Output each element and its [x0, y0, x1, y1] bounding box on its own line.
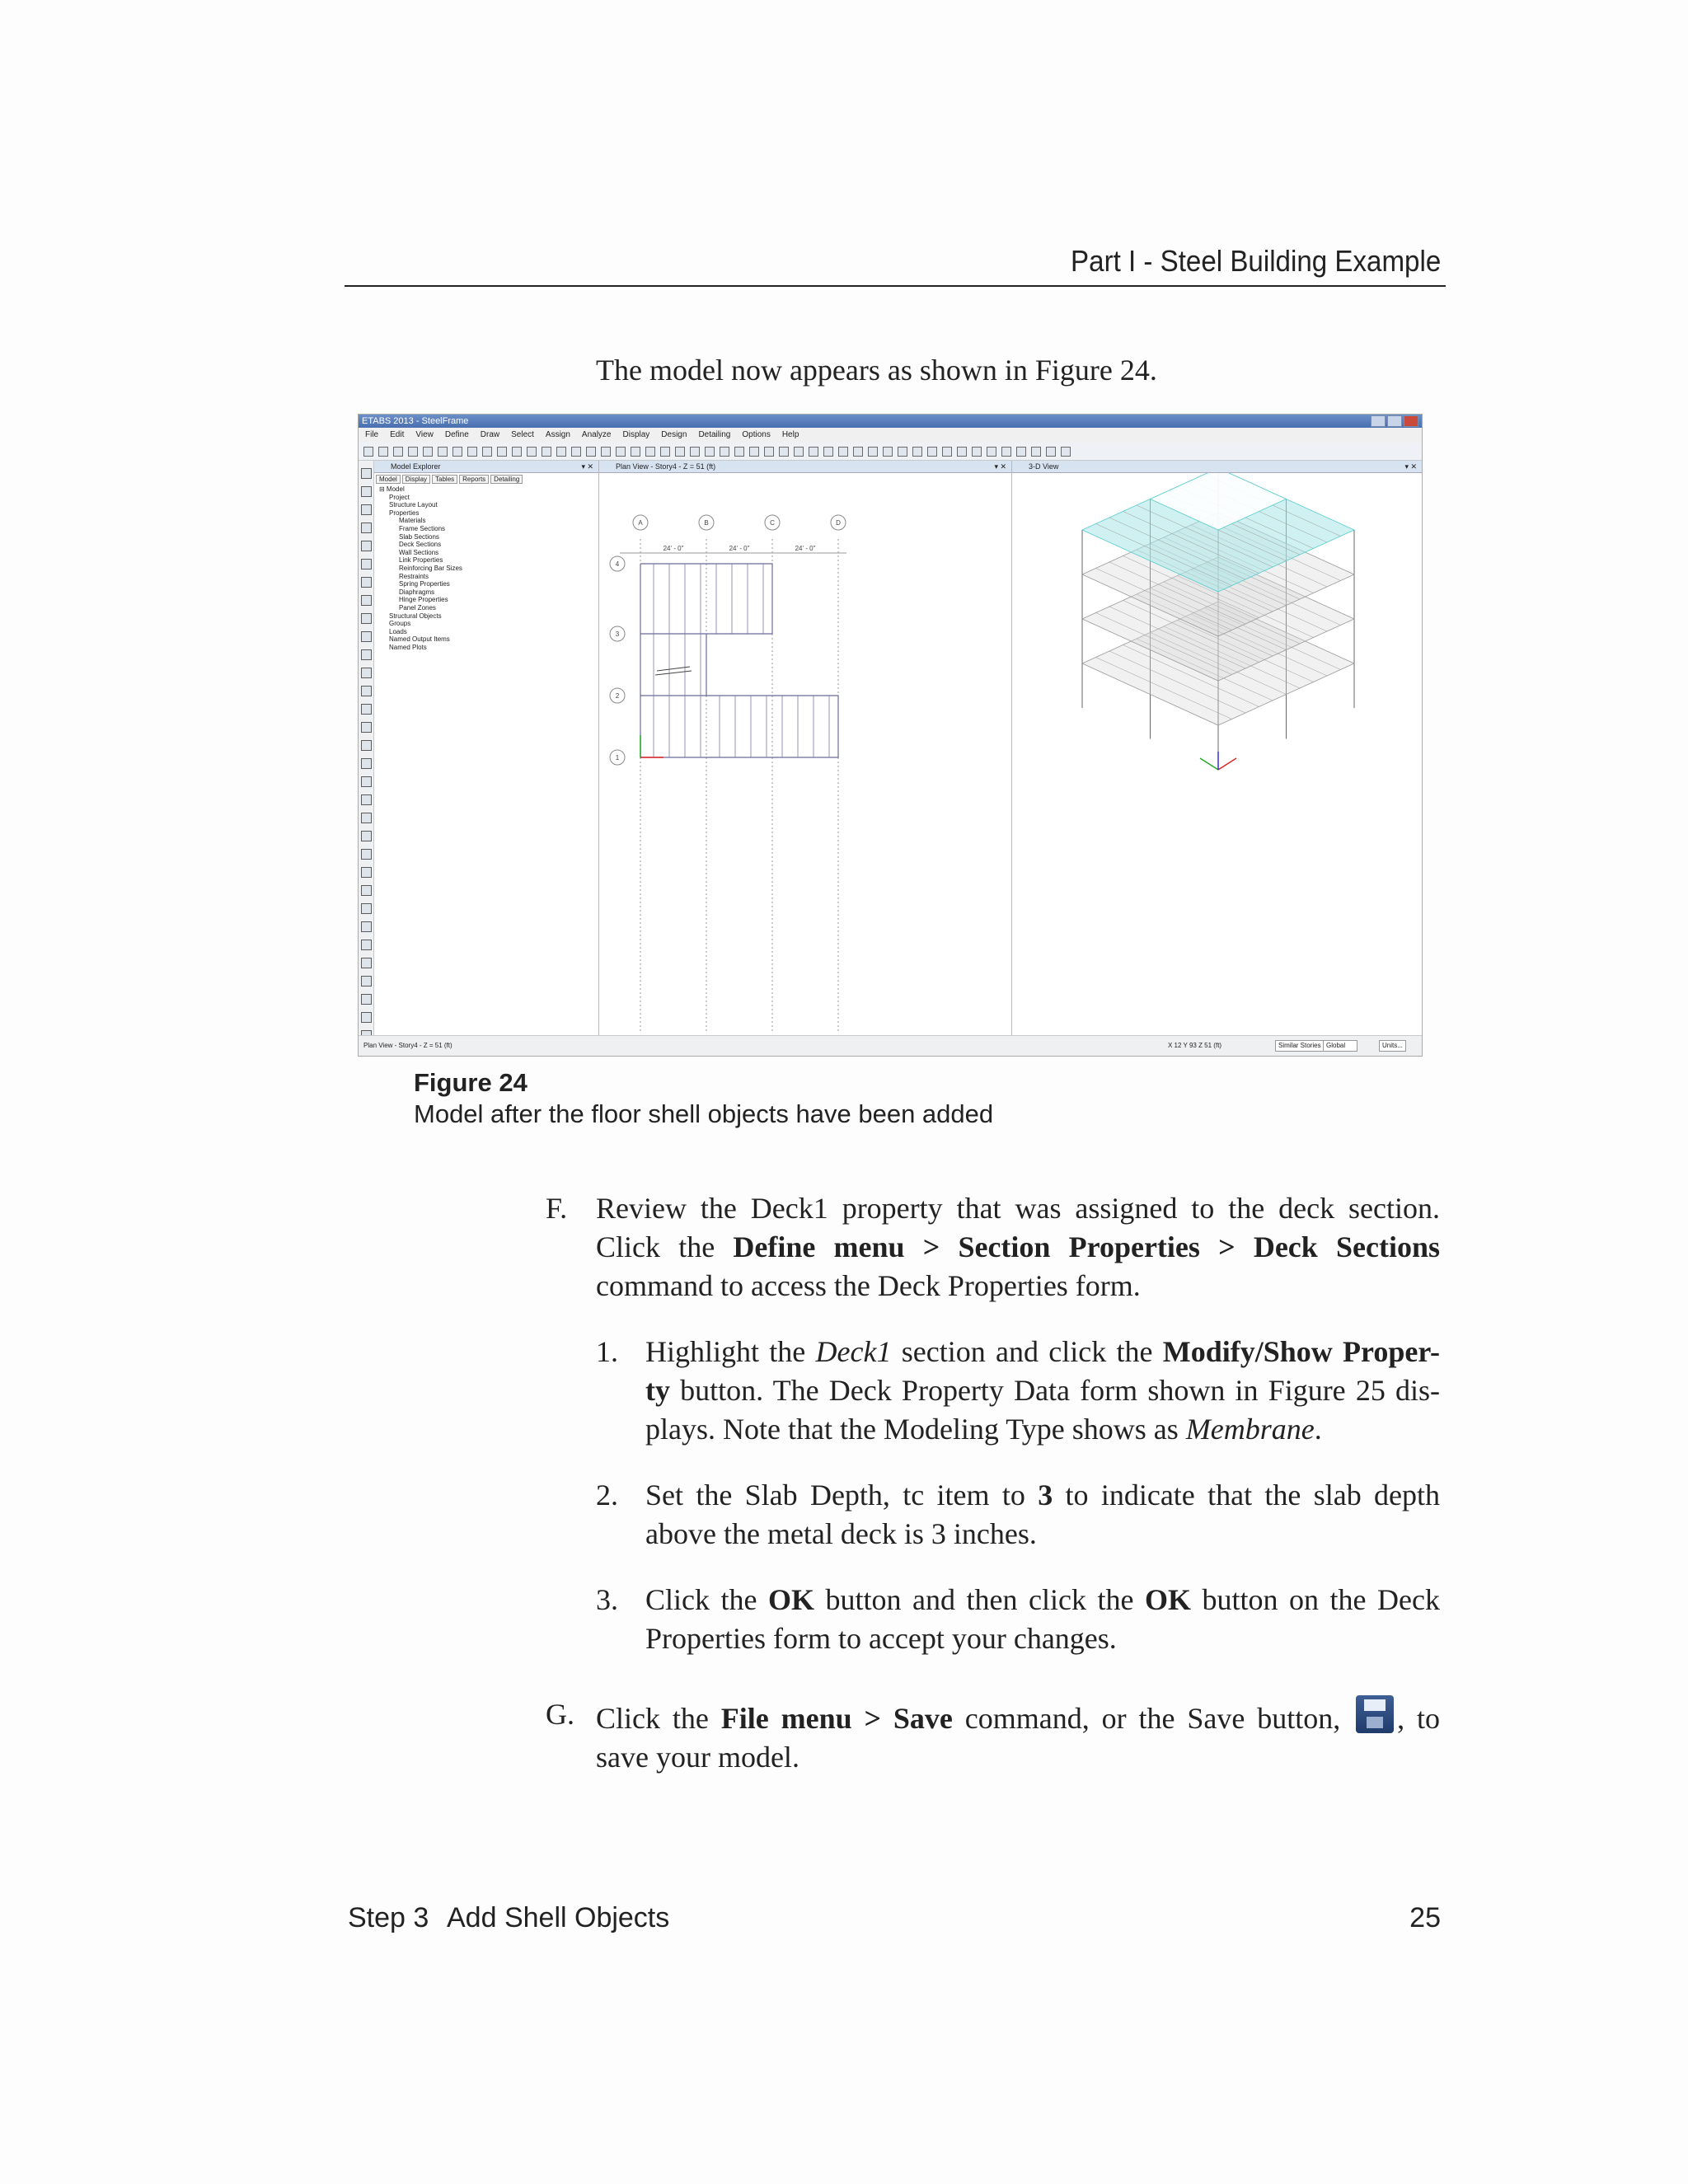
- tree-item: ⊟ Model: [379, 485, 405, 493]
- minimize-icon: [1371, 415, 1386, 427]
- menu-view: View: [415, 430, 434, 439]
- status-view: Plan View - Story4 - Z = 51 (ft): [363, 1042, 452, 1049]
- draw-tool-icon: [361, 559, 372, 569]
- draw-tool-icon: [361, 794, 372, 805]
- stories-dropdown: Similar Stories: [1275, 1040, 1325, 1052]
- plan-view-title: Plan View - Story4 - Z = 51 (ft): [616, 462, 716, 471]
- toolbar-icon: [838, 447, 848, 457]
- toolbar-icon: [512, 447, 522, 457]
- item-3-text: Click the OK button and then click the OK button on the Deck Properties form to accept your changes.: [645, 1583, 1440, 1655]
- 3d-view-title: 3-D View: [1029, 462, 1059, 471]
- grid-label-2: 2: [615, 692, 620, 700]
- toolbar-icon: [1001, 447, 1011, 457]
- draw-tool-icon: [361, 958, 372, 968]
- dimension-label: 24' - 0": [729, 545, 750, 552]
- draw-tool-icon: [361, 649, 372, 660]
- tree-item: Structure Layout: [389, 501, 438, 509]
- header-rule: [345, 285, 1446, 287]
- menu-assign: Assign: [545, 430, 570, 439]
- save-icon: [1356, 1695, 1394, 1733]
- menu-edit: Edit: [390, 430, 405, 439]
- draw-tool-icon: [361, 776, 372, 787]
- step-letter: G.: [546, 1698, 574, 1731]
- etabs-screenshot: [358, 414, 1423, 1057]
- draw-tool-icon: [361, 940, 372, 950]
- window-title: ETABS 2013 - SteelFrame: [359, 415, 1422, 428]
- toolbar-icon: [987, 447, 996, 457]
- draw-tool-icon: [361, 758, 372, 769]
- draw-tool-icon: [361, 468, 372, 479]
- tree-item: Named Plots: [389, 643, 427, 651]
- plan-view: [599, 461, 1012, 1036]
- toolbar-icon: [482, 447, 492, 457]
- menu-analyze: Analyze: [581, 430, 612, 439]
- toolbar: [359, 443, 1422, 461]
- draw-tool-icon: [361, 867, 372, 878]
- tree-item: Structural Objects: [389, 612, 442, 620]
- menu-options: Options: [742, 430, 771, 439]
- tab-reports: Reports: [459, 475, 489, 484]
- intro-text: The model now appears as shown in Figure 24.: [596, 354, 1157, 387]
- menu-display: Display: [622, 430, 650, 439]
- menu-detailing: Detailing: [698, 430, 731, 439]
- tree-item: Spring Properties: [399, 580, 450, 588]
- draw-tool-icon: [361, 613, 372, 624]
- toolbar-icon: [542, 447, 551, 457]
- toolbar-icon: [1046, 447, 1056, 457]
- draw-tool-icon: [361, 595, 372, 606]
- tab-tables: Tables: [432, 475, 457, 484]
- menu-define: Define: [444, 430, 469, 439]
- tree-item: Groups: [389, 620, 411, 628]
- toolbar-icon: [898, 447, 907, 457]
- grid-label-1: 1: [615, 754, 620, 762]
- toolbar-icon: [972, 447, 982, 457]
- toolbar-icon: [764, 447, 774, 457]
- menu-select: Select: [511, 430, 534, 439]
- step-g-text: Click the File menu > Save command, or the Save button, , to save your model.: [596, 1695, 1440, 1777]
- draw-tool-icon: [361, 722, 372, 733]
- toolbar-icon: [616, 447, 626, 457]
- grid-label-a: A: [638, 519, 643, 527]
- menu-design: Design: [661, 430, 687, 439]
- x-axis-line: [1218, 758, 1236, 770]
- draw-tool-icon: [361, 577, 372, 588]
- toolbar-icon: [467, 447, 477, 457]
- toolbar-icon: [853, 447, 863, 457]
- model-explorer: [374, 461, 599, 1036]
- draw-tool-icon: [361, 541, 372, 551]
- draw-tool-icon: [361, 686, 372, 696]
- step-letter: F.: [546, 1192, 568, 1225]
- tree-item: Panel Zones: [399, 603, 436, 612]
- draw-tool-icon: [361, 631, 372, 642]
- draw-tool-icon: [361, 994, 372, 1005]
- toolbar-icon: [705, 447, 715, 457]
- tree-item: Project: [389, 493, 410, 501]
- toolbar-icon: [408, 447, 418, 457]
- toolbar-icon: [779, 447, 789, 457]
- toolbar-icon: [586, 447, 596, 457]
- close-icon: ▾ ✕: [1404, 462, 1417, 471]
- dimension-label: 24' - 0": [663, 545, 684, 552]
- toolbar-icon: [957, 447, 967, 457]
- draw-tool-icon: [361, 504, 372, 515]
- toolbar-icon: [645, 447, 655, 457]
- menu-bar: [359, 428, 1422, 443]
- toolbar-icon: [1061, 447, 1071, 457]
- close-icon: ▾ ✕: [994, 462, 1006, 471]
- grid-label-b: B: [704, 519, 709, 527]
- tab-detailing: Detailing: [490, 475, 523, 484]
- tree-item: Deck Sections: [399, 541, 442, 549]
- toolbar-icon: [1016, 447, 1026, 457]
- toolbar-icon: [363, 447, 373, 457]
- toolbar-icon: [393, 447, 403, 457]
- grid-label-4: 4: [615, 560, 620, 568]
- tree-item: Reinforcing Bar Sizes: [399, 564, 462, 572]
- grid-label-c: C: [770, 519, 775, 527]
- draw-tool-icon: [361, 704, 372, 715]
- toolbar-icon: [601, 447, 611, 457]
- item-number: 1.: [596, 1335, 618, 1368]
- step-f-text: Review the Deck1 property that was assigned to the deck section. Click the Define menu > Section Properties > Deck Sections command to access the Deck Properties form.: [596, 1192, 1440, 1302]
- toolbar-icon: [675, 447, 685, 457]
- toolbar-icon: [556, 447, 566, 457]
- toolbar-icon: [927, 447, 937, 457]
- units-button: Units...: [1379, 1040, 1406, 1052]
- tree-item: Materials: [399, 517, 426, 525]
- draw-tool-icon: [361, 921, 372, 932]
- 3d-view: [1012, 461, 1422, 1036]
- toolbar-icon: [823, 447, 833, 457]
- model-tree: [374, 484, 598, 653]
- draw-tool-icon: [361, 885, 372, 896]
- plan-drawing: [599, 473, 1011, 1037]
- explorer-title: Model Explorer: [391, 462, 441, 471]
- toolbar-icon: [631, 447, 640, 457]
- draw-tool-icon: [361, 740, 372, 751]
- draw-tool-icon: [361, 486, 372, 497]
- toolbar-icon: [942, 447, 952, 457]
- draw-tool-icon: [361, 813, 372, 823]
- item-number: 2.: [596, 1479, 618, 1511]
- item-1-text: Highlight the Deck1 section and click the Modify/Show Proper-ty button. The Deck Property Data form shown in Figure 25 dis-plays. Note that the Modeling Type shows as Membrane.: [645, 1335, 1441, 1446]
- dimension-label: 24' - 0": [795, 545, 816, 552]
- 3d-model-drawing: [1012, 473, 1422, 1037]
- toolbar-icon: [378, 447, 388, 457]
- toolbar-icon: [883, 447, 893, 457]
- close-icon: [1404, 415, 1418, 427]
- toolbar-icon: [438, 447, 448, 457]
- menu-draw: Draw: [480, 430, 500, 439]
- tree-item: Restraints: [399, 572, 429, 580]
- toolbar-icon: [571, 447, 581, 457]
- coord-system-dropdown: Global: [1323, 1040, 1357, 1052]
- running-header: Part I - Steel Building Example: [1070, 244, 1441, 278]
- menu-file: File: [365, 430, 379, 439]
- footer-title: Add Shell Objects: [447, 1902, 670, 1933]
- draw-toolbar: [359, 461, 374, 1036]
- draw-tool-icon: [361, 1012, 372, 1023]
- tree-item: Diaphragms: [399, 588, 435, 596]
- tree-item: Slab Sections: [399, 532, 439, 541]
- draw-tool-icon: [361, 523, 372, 533]
- footer-step: Step 3: [348, 1902, 429, 1933]
- toolbar-icon: [527, 447, 537, 457]
- toolbar-icon: [690, 447, 700, 457]
- figure-label: Figure 24: [414, 1068, 528, 1097]
- item-number: 3.: [596, 1583, 618, 1616]
- tab-display: Display: [402, 475, 430, 484]
- tab-model: Model: [376, 475, 401, 484]
- toolbar-icon: [1031, 447, 1041, 457]
- toolbar-icon: [749, 447, 759, 457]
- status-bar: [359, 1035, 1422, 1056]
- tree-item: Link Properties: [399, 556, 443, 565]
- draw-tool-icon: [361, 849, 372, 860]
- draw-tool-icon: [361, 831, 372, 841]
- draw-tool-icon: [361, 668, 372, 678]
- toolbar-icon: [452, 447, 462, 457]
- maximize-icon: [1387, 415, 1402, 427]
- toolbar-icon: [809, 447, 818, 457]
- grid-label-d: D: [836, 519, 841, 527]
- tree-item: Frame Sections: [399, 524, 446, 532]
- tree-item: Named Output Items: [389, 635, 450, 644]
- grid-label-3: 3: [615, 630, 620, 638]
- toolbar-icon: [868, 447, 878, 457]
- tree-item: Loads: [389, 627, 407, 635]
- toolbar-icon: [912, 447, 922, 457]
- tree-item: Properties: [389, 509, 420, 517]
- toolbar-icon: [734, 447, 744, 457]
- draw-tool-icon: [361, 903, 372, 914]
- toolbar-icon: [497, 447, 507, 457]
- toolbar-icon: [720, 447, 729, 457]
- figure-caption: Model after the floor shell objects have been added: [414, 1099, 994, 1128]
- status-coordinates: X 12 Y 93 Z 51 (ft): [1168, 1042, 1222, 1049]
- toolbar-icon: [794, 447, 804, 457]
- menu-help: Help: [781, 430, 799, 439]
- close-icon: ▾ ✕: [581, 462, 593, 471]
- item-2-text: Set the Slab Depth, tc item to 3 to indicate that the slab depth above the metal deck is 3 inches.: [645, 1479, 1440, 1550]
- toolbar-icon: [660, 447, 670, 457]
- toolbar-icon: [423, 447, 433, 457]
- y-axis-line: [1200, 758, 1218, 770]
- tree-item: Wall Sections: [399, 548, 439, 556]
- draw-tool-icon: [361, 976, 372, 987]
- page-number: 25: [1409, 1902, 1441, 1933]
- tree-item: Hinge Properties: [399, 596, 448, 604]
